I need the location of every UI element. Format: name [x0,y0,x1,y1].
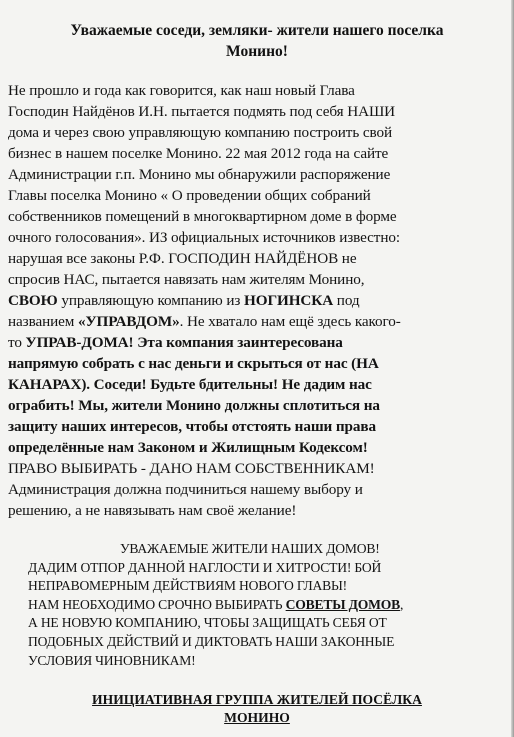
body-line: дома и через свою управляющую компанию построить свой [8,124,392,141]
body-line: собственников помещений в многоквартирном доме в форме [8,208,397,225]
leaflet-heading [0,20,514,62]
body-line [8,311,508,332]
body-line [8,101,508,122]
appeal-line: УВАЖАЕМЫЕ ЖИТЕЛИ НАШИХ ДОМОВ! [120,541,380,556]
body-text: . Не хватало нам ещё здесь какого- [179,313,401,330]
appeal-line [28,596,508,615]
appeal-line: НЕПРАВОМЕРНЫМ ДЕЙСТВИЯМ НОВОГО ГЛАВЫ! [28,578,347,594]
body-text: Господин Найдёнов И.Н. пытается подмять под себя [8,103,348,120]
body-bold-line: ограбить! Мы, жители Монино должны сплотиться на [8,397,380,414]
body-text: не [338,250,357,267]
body-bold-text: НОГИНСКА [244,292,334,309]
leaflet-body [8,80,508,521]
body-text: нарушая все законы Р.Ф. ГОСПОДИН [8,250,255,267]
body-line: решению, а не навязывать нам своё желание! [8,502,297,519]
body-bold-text: УПРАВ-ДОМА! Эта компания заинтересована [25,334,343,351]
body-bold-text: «УПРАВДОМ» [77,313,180,330]
body-line: ПРАВО ВЫБИРАТЬ - ДАНО НАМ СОБСТВЕННИКАМ! [8,460,375,477]
appeal-line: УСЛОВИЯ ЧИНОВНИКАМ! [28,652,196,668]
appeal-block [28,540,508,670]
signature-line-1: ИНИЦИАТИВНАЯ ГРУППА ЖИТЕЛЕЙ ПОСЁЛКА [92,692,422,707]
body-text: названием [8,313,78,330]
appeal-underlined-text: СОВЕТЫ ДОМОВ [285,596,400,612]
body-bold-line: защиту наших интересов, чтобы отстоять наши права [8,418,376,435]
body-line: Администрация должна подчиниться нашему выбору и [8,481,363,498]
signature-line-2: МОНИНО [224,710,290,725]
appeal-line: ПОДОБНЫХ ДЕЙСТВИЙ И ДИКТОВАТЬ НАШИ ЗАКОННЫЕ [28,633,395,649]
body-line: Главы поселка Монино « О проведении общих собраний [8,187,371,204]
body-text: то [8,334,26,351]
body-bold-line: КАНАРАХ). Соседи! Будьте бдительны! Не дадим нас [8,376,372,393]
body-text: НАШИ [347,103,396,120]
body-bold-line: напрямую собрать с нас деньги и скрыться от нас (НА [8,355,379,372]
body-line: спросив НАС, пытается навязать нам жителям Монино, [8,271,365,288]
appeal-text: , [399,596,404,612]
body-bold-line: определённые нам Законом и Жилищным Кодексом! [8,439,368,456]
body-text: НАЙДЁНОВ [254,250,339,267]
appeal-line: ДАДИМ ОТПОР ДАННОЙ НАГЛОСТИ И ХИТРОСТИ! БОЙ [28,559,382,575]
body-line: очного голосования». ИЗ официальных источников известно: [8,229,400,246]
heading-line-1: Уважаемые соседи, земляки- жители нашего поселка [70,22,444,39]
body-text: под [333,292,360,309]
body-line: Администрации г.п. Монино мы обнаружили распоряжение [8,166,391,183]
body-line: бизнес в нашем поселке Монино. 22 мая 2012 года на сайте [8,145,389,162]
appeal-text: НАМ НЕОБХОДИМО СРОЧНО ВЫБИРАТЬ [28,596,286,612]
heading-line-2: Монино! [226,43,288,60]
signature-block [0,691,514,727]
body-text: управляющую компанию из [57,292,245,309]
body-line: Не прошло и года как говорится, как наш новый Глава [8,82,355,99]
body-bold-text: СВОЮ [8,292,58,309]
body-line [8,248,508,269]
body-line [8,290,508,311]
body-line [8,332,508,353]
appeal-line: А НЕ НОВУЮ КОМПАНИЮ, ЧТОБЫ ЗАЩИЩАТЬ СЕБЯ ОТ [28,615,387,631]
